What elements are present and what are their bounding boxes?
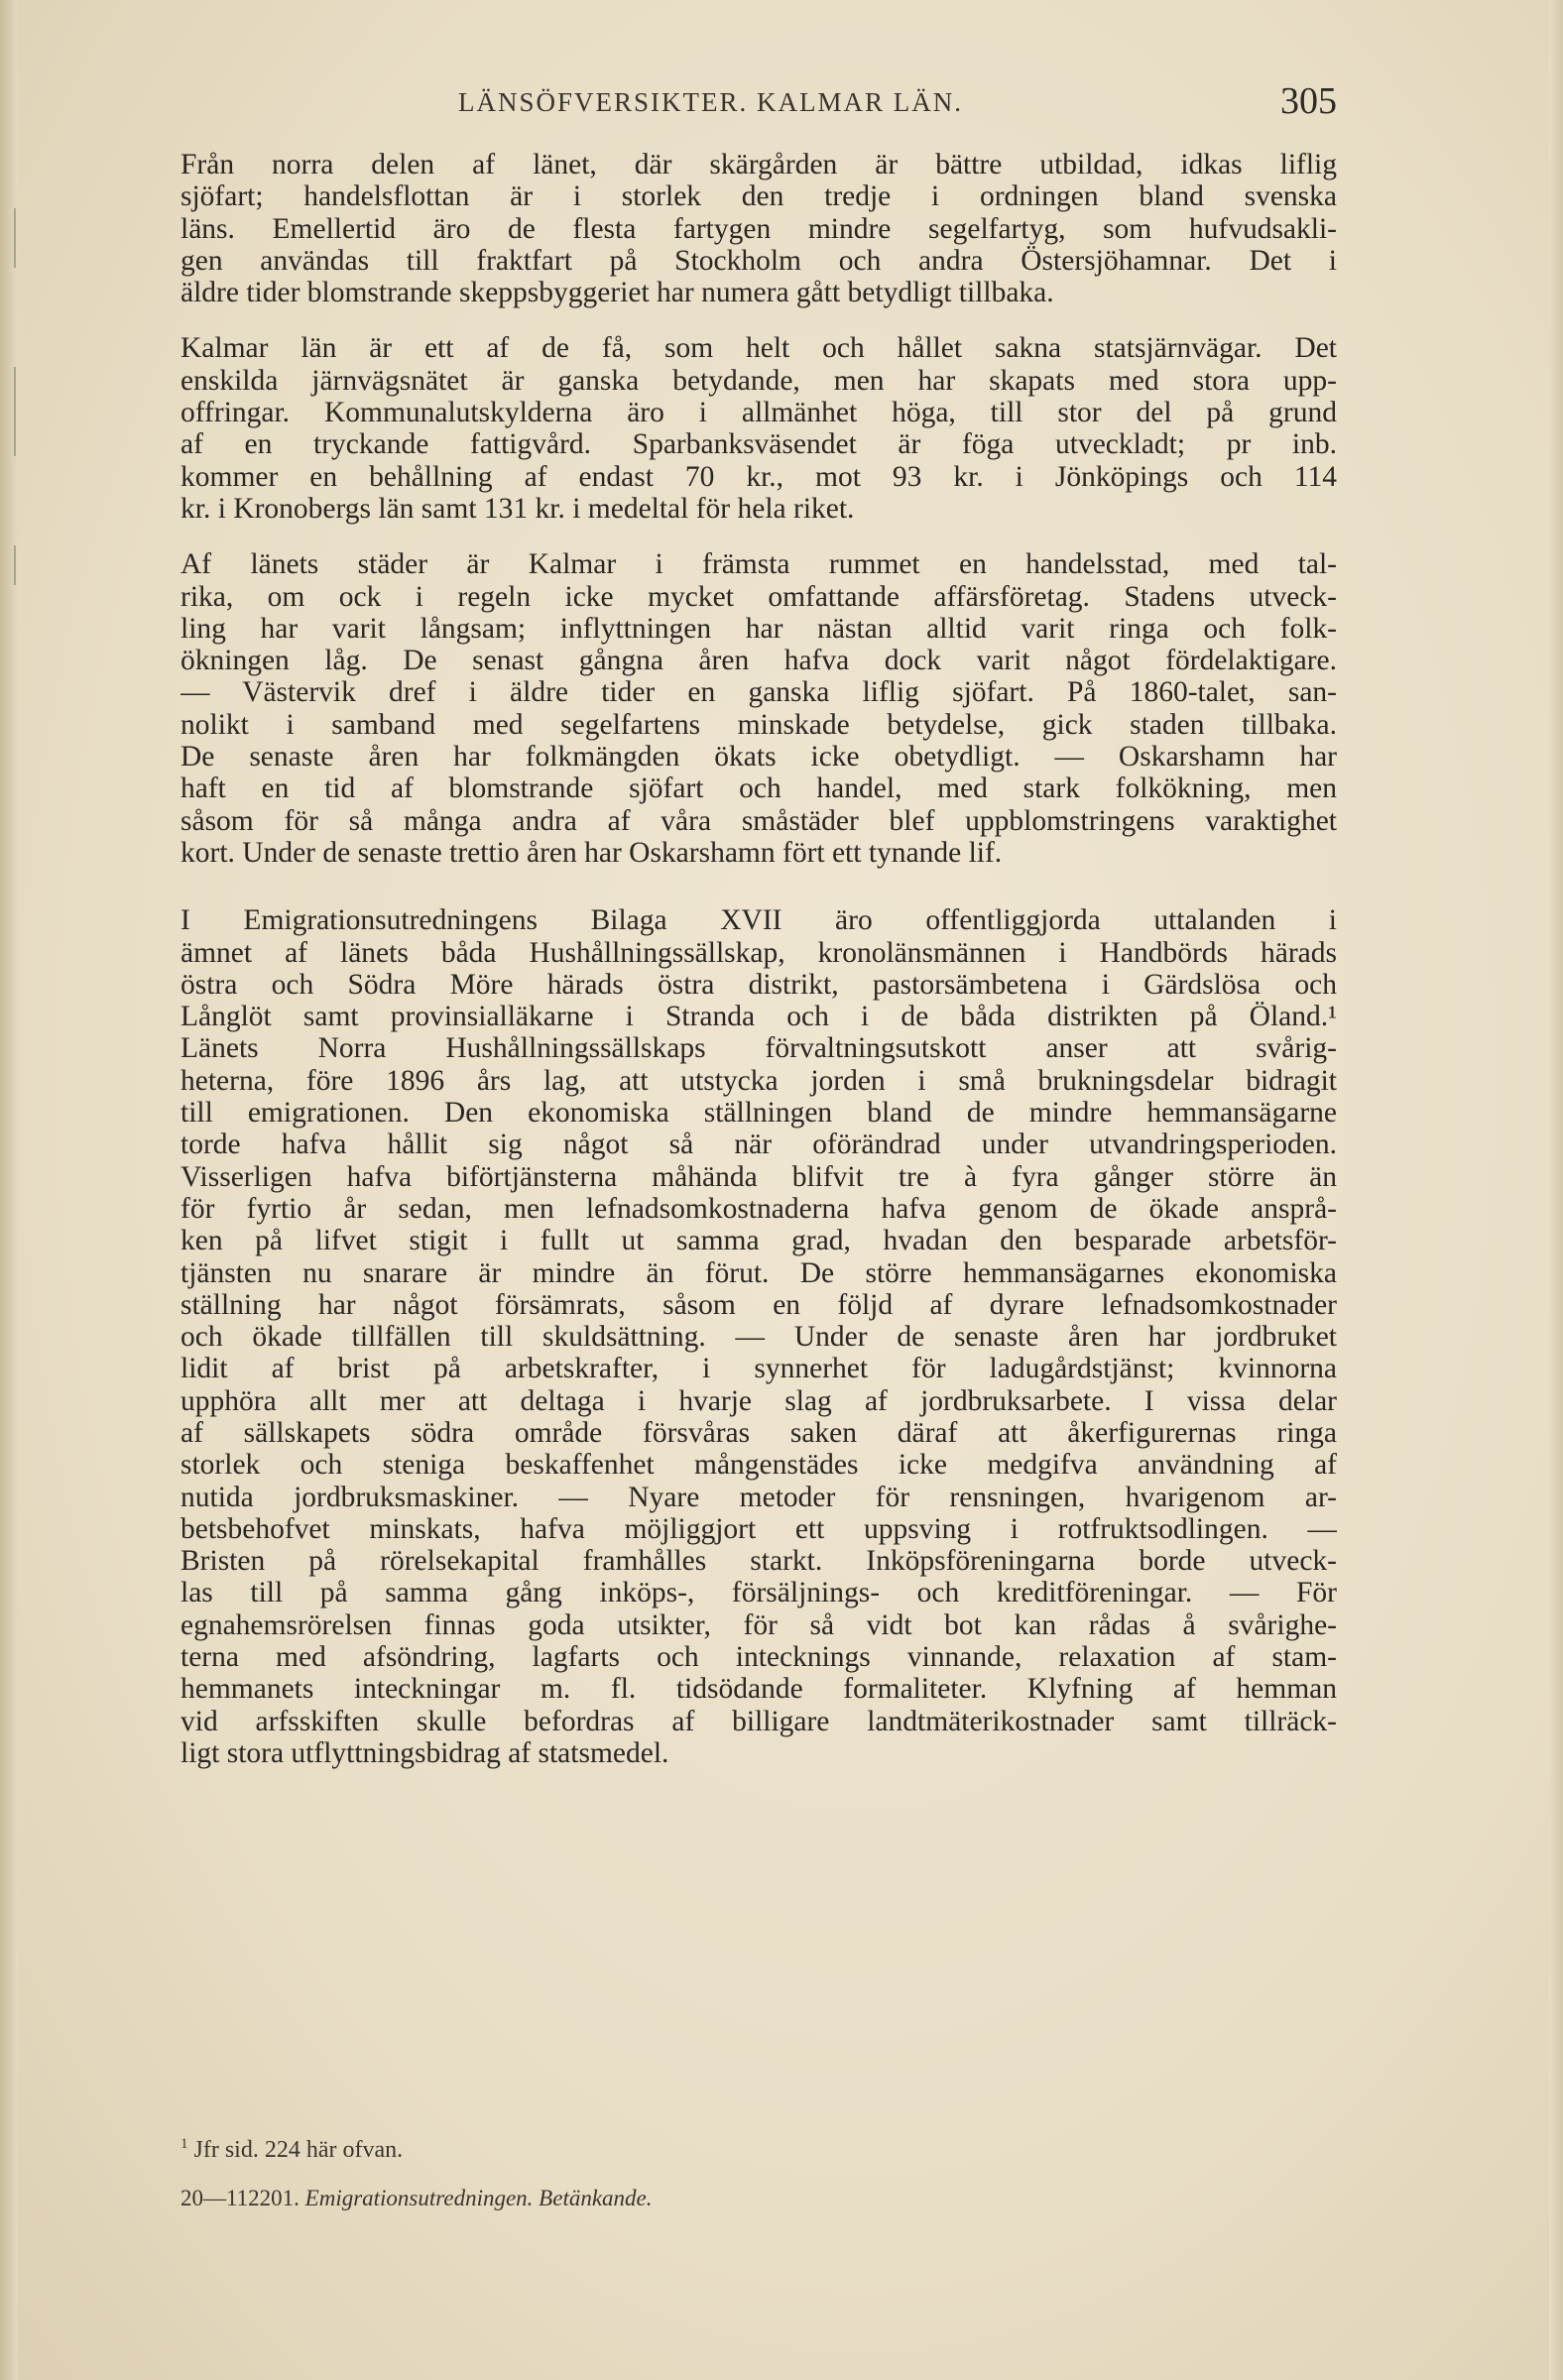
text-line: nolikt i samband med segelfartens minskade betydelse, gick staden tillbaka. [180, 708, 1337, 741]
page-header [180, 80, 1337, 127]
text-line: tjänsten nu snarare är mindre än förut. De större hemmansägarnes ekonomiska [180, 1256, 1337, 1289]
text-line: Af länets städer är Kalmar i främsta rummet en handelsstad, med tal- [180, 548, 1337, 581]
text-line: östra och Södra Möre härads östra distrikt, pastorsämbetena i Gärdslösa och [180, 968, 1337, 1001]
text-line: ställning har något försämrats, såsom en följd af dyrare lefnadsomkostnader [180, 1288, 1337, 1321]
text-line: Länets Norra Hushållningssällskaps förvaltningsutskott anser att svårig- [180, 1032, 1337, 1065]
running-head: LÄNSÖFVERSIKTER. KALMAR LÄN. [458, 87, 964, 117]
text-line: haft en tid af blomstrande sjöfart och handel, med stark folkökning, men [180, 773, 1337, 805]
text-line: sjöfart; handelsflottan är i storlek den tredje i ordningen bland svenska [180, 180, 1337, 213]
text-line: — Västervik dref i äldre tider en ganska liflig sjöfart. På 1860-talet, san- [180, 676, 1337, 709]
text-line: Långlöt samt provinsialläkarne i Stranda och i de båda distrikten på Öland.¹ [180, 1001, 1337, 1033]
text-line: ligt stora utflyttningsbidrag af statsmedel. [180, 1736, 669, 1769]
text-line: las till på samma gång inköps-, försäljnings- och kreditföreningar. — För [180, 1577, 1337, 1609]
text-line: Kalmar län är ett af de få, som helt och hållet sakna statsjärnvägar. Det [180, 332, 1337, 365]
paragraph-emigration [180, 904, 1337, 1769]
footnote-text: Jfr sid. 224 här ofvan. [193, 2137, 404, 2163]
footnote-marker: 1 [180, 2136, 188, 2152]
printer-imprint [180, 2186, 1337, 2211]
margin-pencil-marks [10, 188, 22, 585]
text-line: ken på lifvet stigit i fullt ut samma grad, hvadan den besparade arbetsför- [180, 1225, 1337, 1257]
text-line: Från norra delen af länet, där skärgården är bättre utbildad, idkas liflig [180, 149, 1337, 180]
text-line: såsom för så många andra af våra småstäder blef uppblomstringens varaktighet [180, 804, 1337, 837]
page-number: 305 [1280, 80, 1337, 122]
imprint-sheet: 20—112201. [180, 2186, 300, 2210]
text-line: hemmanets inteckningar m. fl. tidsödande formaliteter. Klyfning af hemman [180, 1673, 1337, 1706]
text-line: kommer en behållning af endast 70 kr., mot 93 kr. i Jönköpings och 114 [180, 460, 1337, 493]
imprint-title: Emigrationsutredningen. Betänkande. [304, 2186, 653, 2210]
text-line: enskilda järnvägsnätet är ganska betydande, men har skapats med stora upp- [180, 364, 1337, 397]
text-line: vid arfsskiften skulle befordras af billigare landtmäterikostnader samt tillräck- [180, 1705, 1337, 1737]
text-line: lidit af brist på arbetskrafter, i synnerhet för ladugårdstjänst; kvinnorna [180, 1353, 1337, 1385]
text-line: kort. Under de senaste trettio åren har Oskarshamn fört ett tynande lif. [180, 836, 1003, 869]
text-line: ling har varit långsam; inflyttningen har nästan alltid varit ringa och folk- [180, 612, 1337, 645]
text-line: för fyrtio år sedan, men lefnadsomkostnaderna hafva genom de ökade ansprå- [180, 1192, 1337, 1225]
text-line: Visserligen hafva biförtjänsterna måhända blifvit tre à fyra gånger större än [180, 1160, 1337, 1193]
text-line: ämnet af länets båda Hushållningssällskap, kronolänsmännen i Handbörds härads [180, 936, 1337, 969]
text-line: af sällskapets södra område försvåras saken däraf att åkerfigurernas ringa [180, 1416, 1337, 1449]
text-line: ökningen låg. De senast gångna åren hafva dock varit något fördelaktigare. [180, 645, 1337, 677]
text-line: De senaste åren har folkmängden ökats icke obetydligt. — Oskarshamn har [180, 741, 1337, 774]
text-line: heterna, före 1896 års lag, att utstycka jorden i små brukningsdelar bidragit [180, 1064, 1337, 1097]
text-line: I Emigrationsutredningens Bilaga XVII äro offentliggjorda uttalanden i [180, 904, 1337, 937]
text-line: gen användas till fraktfart på Stockholm och andra Östersjöhamnar. Det i [180, 244, 1337, 277]
text-line: storlek och steniga beskaffenhet mångenstädes icke medgifva användning af [180, 1449, 1337, 1482]
text-line: egnahemsrörelsen finnas goda utsikter, för så vidt bot kan rådas å svårighe- [180, 1608, 1337, 1641]
body-text [180, 149, 1337, 1769]
text-line: äldre tider blomstrande skeppsbyggeriet har numera gått betydligt tillbaka. [180, 277, 1054, 309]
footnote [180, 2136, 1337, 2164]
paragraph-railways [180, 332, 1337, 525]
text-line: läns. Emellertid äro de flesta fartygen mindre segelfartyg, som hufvudsakli- [180, 212, 1337, 245]
text-line: offringar. Kommunalutskylderna äro i allmänhet höga, till stor del på grund [180, 397, 1337, 429]
text-line: torde hafva hållit sig något så när oförändrad under utvandringsperioden. [180, 1129, 1337, 1161]
paragraph-shipping [180, 149, 1337, 308]
text-line: upphöra allt mer att deltaga i hvarje slag af jordbruksarbete. I vissa delar [180, 1384, 1337, 1417]
text-line: Bristen på rörelsekapital framhålles starkt. Inköpsföreningarna borde utveck- [180, 1545, 1337, 1578]
text-line: nutida jordbruksmaskiner. — Nyare metoder för rensningen, hvarigenom ar- [180, 1481, 1337, 1513]
text-line: och ökade tillfällen till skuldsättning. — Under de senaste åren har jordbruket [180, 1321, 1337, 1354]
text-line: rika, om ock i regeln icke mycket omfattande affärsföretag. Stadens utveck- [180, 580, 1337, 613]
paragraph-towns [180, 548, 1337, 869]
page-right-edge [1549, 0, 1563, 2380]
text-line: betsbehofvet minskats, hafva möjliggjort ett uppsving i rotfruktsodlingen. — [180, 1512, 1337, 1545]
text-line: till emigrationen. Den ekonomiska ställningen bland de mindre hemmansägarne [180, 1097, 1337, 1130]
text-line: terna med afsöndring, lagfarts och intecknings vinnande, relaxation af stam- [180, 1641, 1337, 1674]
text-line: af en tryckande fattigvård. Sparbanksväsendet är föga utveckladt; pr inb. [180, 428, 1337, 461]
text-line: kr. i Kronobergs län samt 131 kr. i medeltal för hela riket. [180, 492, 855, 525]
